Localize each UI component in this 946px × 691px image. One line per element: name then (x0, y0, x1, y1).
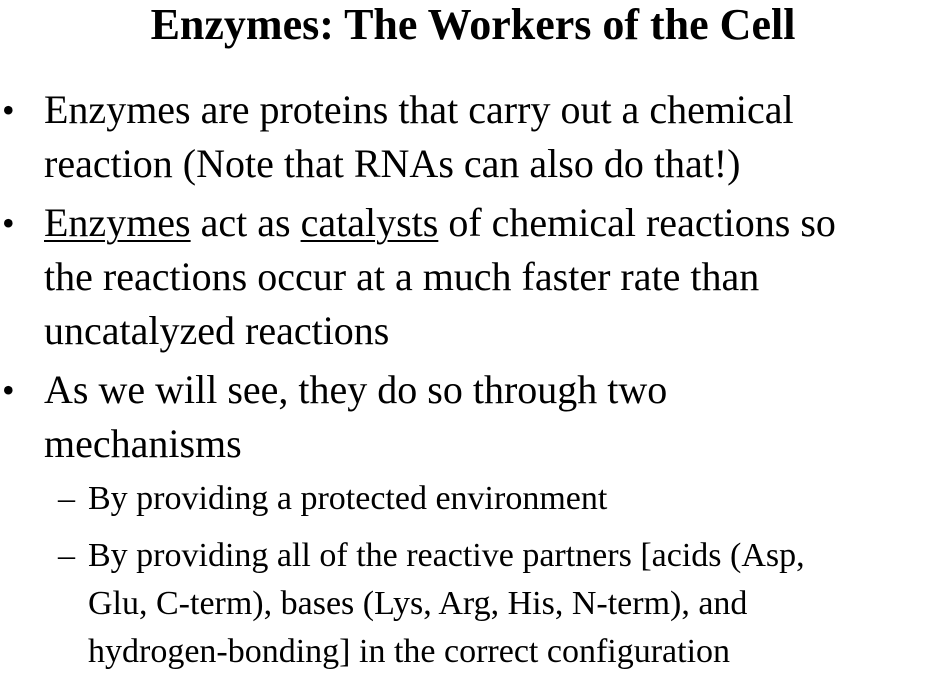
bullet-item (0, 196, 946, 358)
bullet-text-line: the reactions occur at a much faster rate than (44, 254, 760, 299)
slide-title: Enzymes: The Workers of the Cell (150, 0, 796, 49)
bullet-item (0, 363, 946, 471)
bullet-text-line (44, 196, 946, 250)
bullet-text-segment: act as (190, 200, 301, 245)
sub-bullet-item (0, 475, 946, 523)
bullet-text-line: uncatalyzed reactions (44, 308, 390, 353)
sub-bullet-text-line: Glu, C-term), bases (Lys, Arg, His, N-term), and (88, 585, 748, 622)
bullet-item (0, 83, 946, 191)
underlined-term: Enzymes (44, 200, 191, 245)
bullet-marker: • (2, 370, 15, 410)
sub-bullet-marker: – (58, 537, 75, 574)
sub-bullet-text-line: By providing a protected environment (88, 480, 608, 517)
bullet-list (0, 83, 946, 685)
bullet-text-line: mechanisms (44, 421, 242, 466)
sub-bullet-text-line: hydrogen-bonding] in the correct configuration (88, 633, 731, 670)
sub-bullet-item (0, 532, 946, 676)
sub-bullet-text-line: By providing all of the reactive partners [acids (Asp, (88, 537, 805, 574)
bullet-text-line: As we will see, they do so through two (44, 367, 668, 412)
bullet-text-segment: of chemical reactions so (438, 200, 836, 245)
bullet-marker: • (2, 203, 15, 243)
bullet-marker: • (2, 90, 15, 130)
bullet-text-line: reaction (Note that RNAs can also do that!) (44, 141, 741, 186)
sub-bullet-list (0, 475, 946, 676)
sub-bullet-marker: – (58, 480, 75, 517)
bullet-text-line: Enzymes are proteins that carry out a chemical (44, 87, 794, 132)
underlined-term: catalysts (300, 200, 439, 245)
